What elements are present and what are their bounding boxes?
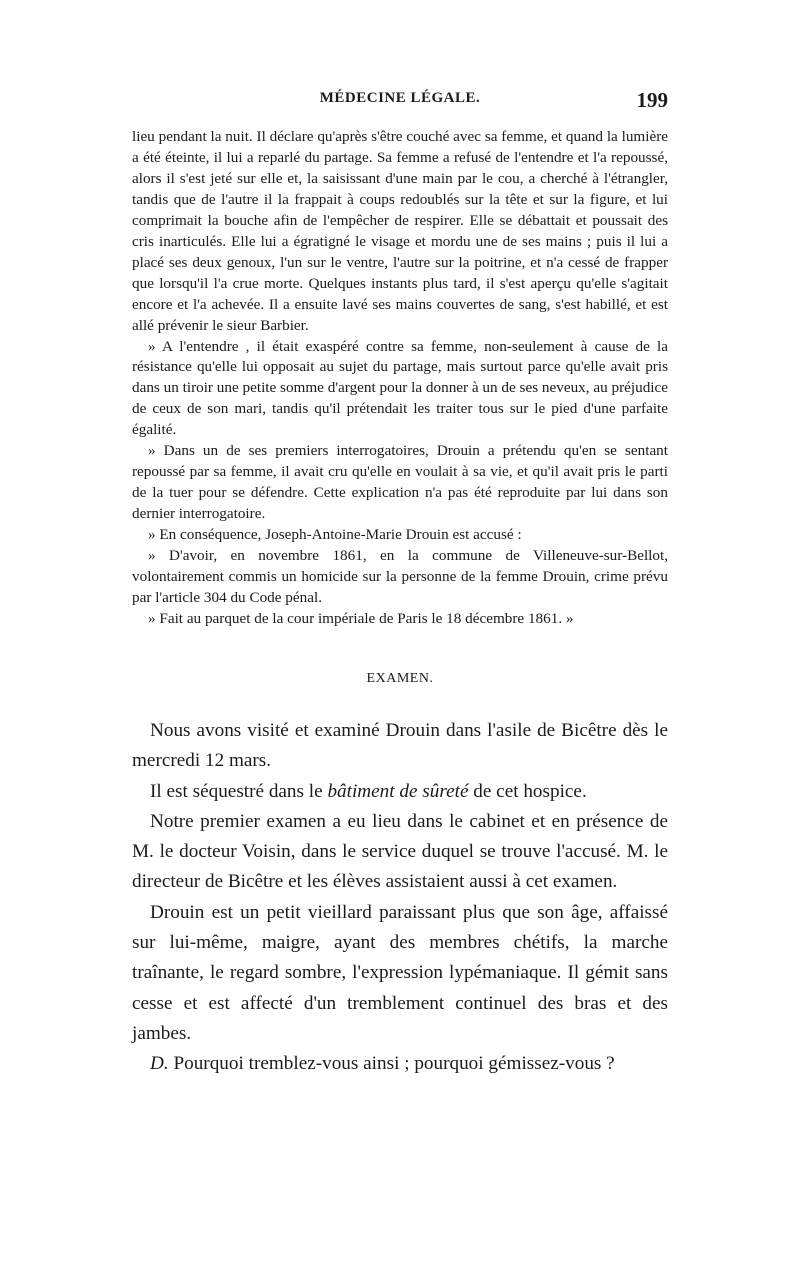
paragraph: Notre premier examen a eu lieu dans le cabinet et en présence de M. le docteur Voisin, dans le service duquel se trouve l'accusé. M. le directeur de Bicêtre et les élèves assistaient aussi à cet examen.: [132, 810, 668, 893]
paragraph: Drouin est un petit vieillard paraissant plus que son âge, affaissé sur lui-même, maigre, ayant des membres chétifs, la marche traînante, le regard sombre, l'expression lypémaniaque. Il gémit sans cesse et est affecté d'un tremblement continuel des bras et des jambes.: [132, 901, 668, 1044]
paragraph: » En conséquence, Joseph-Antoine-Marie Drouin est accusé :: [148, 526, 522, 544]
text-run: de cet hospice.: [468, 780, 587, 802]
dialogue-question: Pourquoi tremblez-vous ainsi ; pourquoi gémissez-vous ?: [168, 1053, 615, 1075]
dialogue-speaker: D.: [150, 1053, 169, 1075]
section-heading: EXAMEN.: [366, 671, 434, 686]
paragraph: Nous avons visité et examiné Drouin dans l'asile de Bicêtre dès le mercredi 12 mars.: [132, 720, 668, 772]
paragraph: » A l'entendre , il était exaspéré contre sa femme, non-seulement à cause de la résistance qu'elle lui opposait au sujet du partage, mais surtout parce qu'elle avait pris dans un tiroir une petite somme d'argent pour la donner à un de ses neveux, au préjudice de ceux de son mari, tandis qu'il prétendait les traiter tous sur le pied d'une parfaite égalité.: [132, 337, 668, 439]
paragraph: » D'avoir, en novembre 1861, en la commune de Villeneuve-sur-Bellot, volontairement commis un homicide sur la personne de la femme Drouin, crime prévu par l'article 304 du Code pénal.: [132, 547, 668, 606]
examination-text: [132, 716, 668, 1080]
italic-phrase: bâtiment de sûreté: [327, 780, 469, 802]
paragraph: [132, 777, 668, 807]
indictment-text: [132, 127, 668, 630]
page-number: 199: [636, 88, 668, 112]
running-title: MÉDECINE LÉGALE.: [319, 90, 481, 106]
paragraph: » Fait au parquet de la cour impériale de Paris le 18 décembre 1861. »: [148, 609, 574, 627]
page-header: [132, 90, 668, 116]
paragraph: lieu pendant la nuit. Il déclare qu'après s'être couché avec sa femme, et quand la lumière a été éteinte, il lui a reparlé du partage. Sa femme a refusé de l'entendre et l'a repoussé, alors il s'est jeté sur elle et, la saisissant d'une main par le cou, a cherché à l'étrangler, tandis que de l'autre il la frappait à coups redoublés sur la tête et sur la figure, et lui comprimait la bouche afin de l'empêcher de respirer. Elle se débattait et poussait des cris inarticulés. Elle lui a égratigné le visage et mordu une de ses mains ; puis il lui a placé ses deux genoux, l'un sur le ventre, l'autre sur la poitrine, et n'a cessé de frapper que lorsqu'il l'a crue morte. Quelques instants plus tard, il s'est aperçu qu'elle s'agitait encore et l'a achevée. Il a ensuite lavé ses mains couvertes de sang, s'est habillé, et est allé prévenir le sieur Barbier.: [132, 128, 668, 334]
paragraph: » Dans un de ses premiers interrogatoires, Drouin a prétendu qu'en se sentant repoussé par sa femme, il avait cru qu'elle en voulait à sa vie, et qu'il avait pris le parti de la tuer pour se défendre. Cette explication n'a pas été reproduite par lui dans son dernier interrogatoire.: [132, 442, 668, 523]
paragraph: [132, 1049, 668, 1079]
text-run: Il est séquestré dans le: [150, 780, 328, 802]
